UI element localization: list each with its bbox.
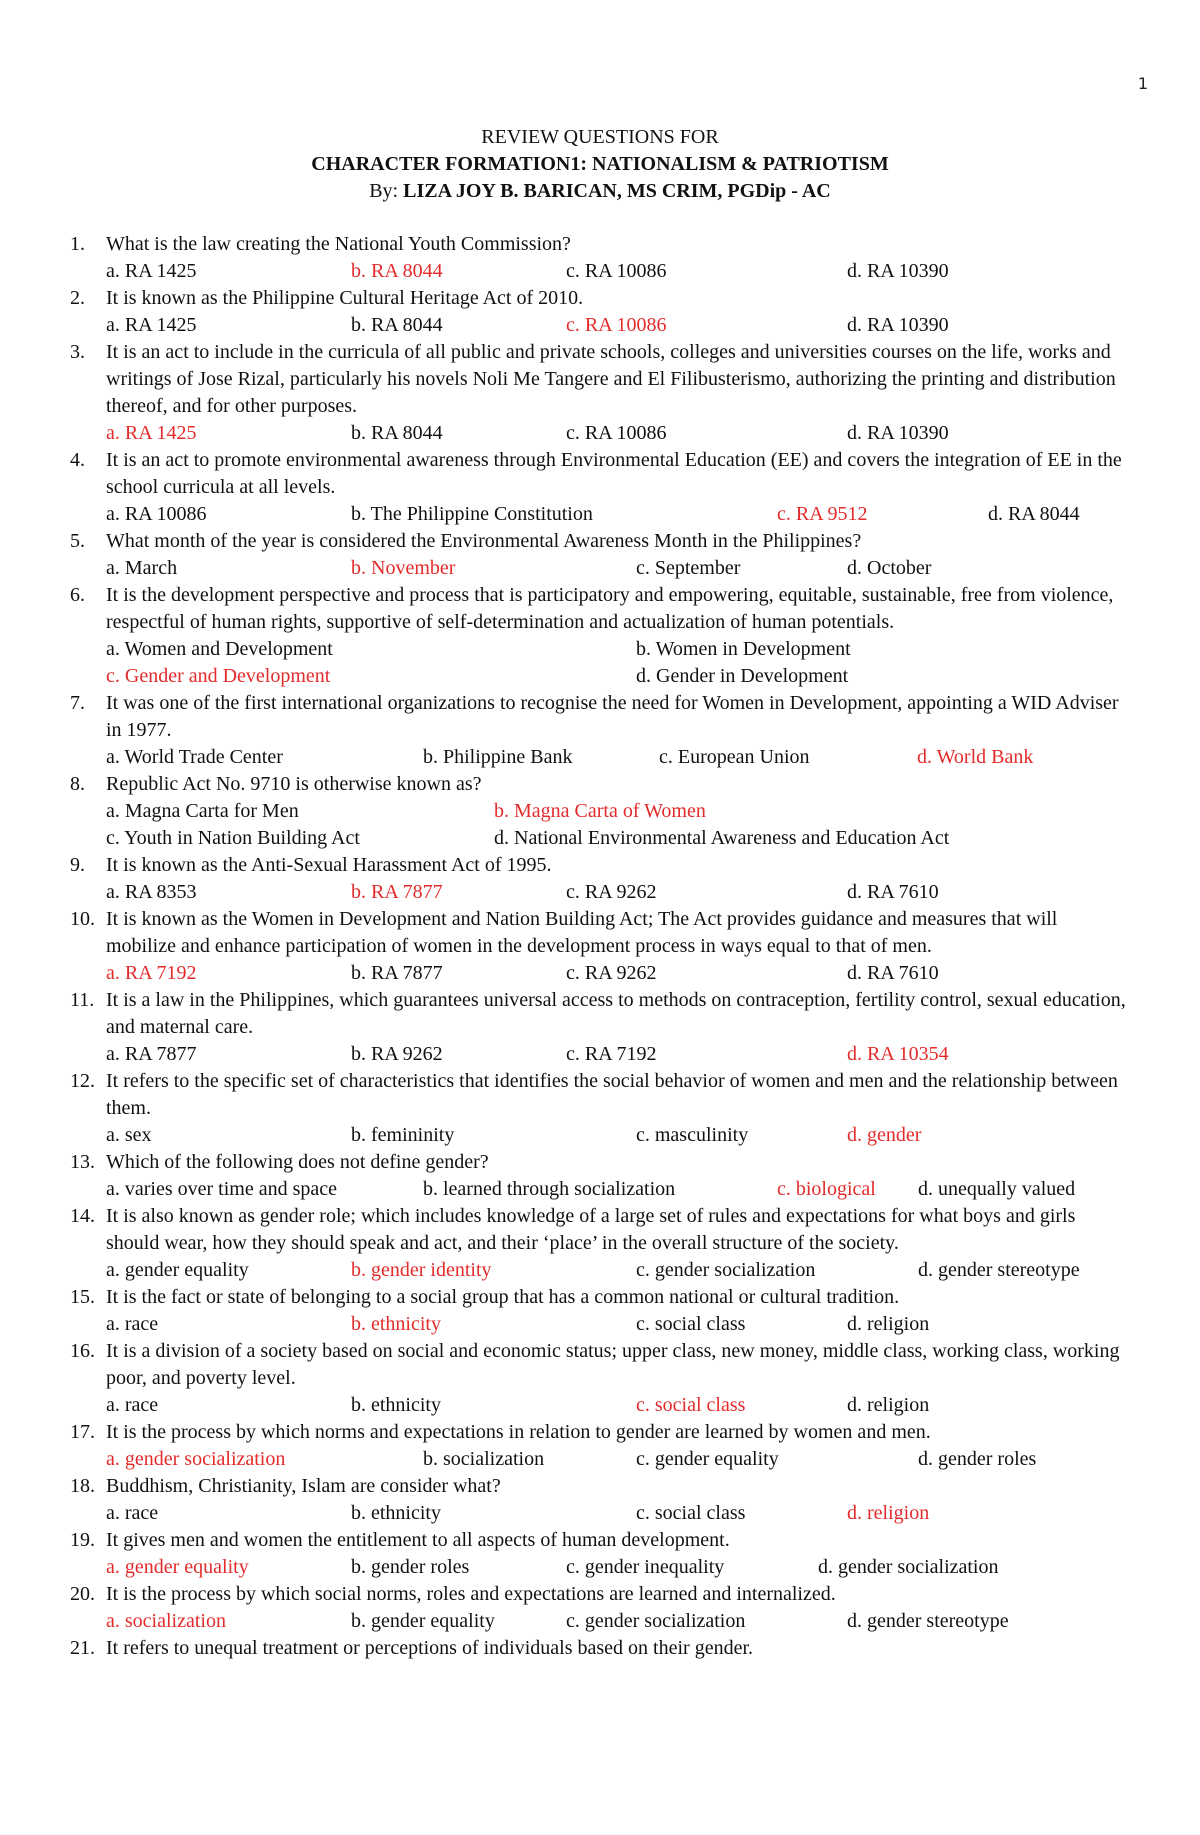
options-row [106,1122,1130,1149]
answer-option: a. Women and Development [106,638,333,660]
question-text: It is the process by which norms and expectations in relation to gender are learned by women and men. [106,1421,931,1443]
answer-option: d. RA 7610 [847,881,939,903]
options-row [106,420,1130,447]
question-item [0,906,1200,987]
answer-option-correct: d. World Bank [917,746,1034,768]
answer-option: d. gender stereotype [847,1610,1009,1632]
answer-option: c. RA 10086 [566,260,667,282]
answer-option: b. gender equality [351,1610,495,1632]
answer-option-correct: c. RA 9512 [777,503,868,525]
options-row [106,555,1130,582]
answer-option: c. RA 7192 [566,1043,657,1065]
answer-option: b. RA 9262 [351,1043,443,1065]
options-row [106,825,1130,852]
answer-option: d. Gender in Development [636,665,849,687]
question-text: What month of the year is considered the Environmental Awareness Month in the Philippines? [106,530,862,552]
question-item [0,1473,1200,1527]
answer-option: c. European Union [659,746,810,768]
options-row [106,312,1130,339]
question-text: It is known as the Philippine Cultural Heritage Act of 2010. [106,287,584,309]
answer-option: c. gender inequality [566,1556,725,1578]
question-item [0,285,1200,339]
answer-option: b. Philippine Bank [423,746,573,768]
answer-option-correct: a. socialization [106,1610,226,1632]
options-row [106,1257,1130,1284]
question-text: It is a division of a society based on social and economic status; upper class, new money, middle class, working class, working poor, and poverty level. [106,1340,1120,1389]
answer-option: d. National Environmental Awareness and Education Act [494,827,950,849]
question-number: 4. [70,449,85,471]
answer-option-correct: b. Magna Carta of Women [494,800,706,822]
options-row [106,1041,1130,1068]
options-row [106,663,1130,690]
options-row [106,1554,1130,1581]
answer-option: d. RA 10390 [847,260,949,282]
options-row [106,960,1130,987]
answer-option: c. gender socialization [636,1259,816,1281]
answer-option: c. gender equality [636,1448,779,1470]
question-text: Which of the following does not define gender? [106,1151,489,1173]
answer-option-correct: a. RA 7192 [106,962,197,984]
question-text: It is the fact or state of belonging to a social group that has a common national or cultural tradition. [106,1286,900,1308]
answer-option: a. RA 10086 [106,503,207,525]
answer-option: b. RA 8044 [351,422,443,444]
answer-option-correct: c. social class [636,1394,746,1416]
question-item [0,852,1200,906]
question-number: 10. [70,908,95,930]
options-row [106,501,1130,528]
answer-option-correct: d. gender [847,1124,922,1146]
question-number: 1. [70,233,85,255]
answer-option: d. gender roles [918,1448,1037,1470]
answer-option: a. race [106,1394,159,1416]
answer-option: c. masculinity [636,1124,749,1146]
answer-option-correct: a. RA 1425 [106,422,197,444]
options-row [106,1446,1130,1473]
question-text: Republic Act No. 9710 is otherwise known as? [106,773,482,795]
question-number: 13. [70,1151,95,1173]
answer-option: a. varies over time and space [106,1178,338,1200]
answer-option-correct: b. RA 7877 [351,881,443,903]
question-item [0,987,1200,1068]
answer-option-correct: d. RA 10354 [847,1043,949,1065]
answer-option: a. gender equality [106,1259,249,1281]
answer-option: c. September [636,557,741,579]
answer-option: a. World Trade Center [106,746,283,768]
question-item [0,690,1200,771]
question-text: Buddhism, Christianity, Islam are consider what? [106,1475,501,1497]
answer-option: b. RA 7877 [351,962,443,984]
question-item [0,1284,1200,1338]
answer-option: d. RA 10390 [847,314,949,336]
options-row [106,636,1130,663]
question-number: 17. [70,1421,95,1443]
answer-option: a. race [106,1502,159,1524]
question-number: 8. [70,773,85,795]
options-row [106,1311,1130,1338]
answer-option: a. race [106,1313,159,1335]
question-item [0,1581,1200,1635]
answer-option: b. gender roles [351,1556,470,1578]
question-item [0,528,1200,582]
by-prefix: By: [369,180,404,202]
question-text: It is known as the Women in Development and Nation Building Act; The Act provides guidance and measures that will mobilize and enhance participation of women in the development process in ways equal to that of men. [106,908,1058,957]
author-line [0,178,1200,205]
question-item [0,771,1200,852]
answer-option: d. unequally valued [918,1178,1076,1200]
answer-option: d. gender stereotype [918,1259,1080,1281]
question-text: It is the development perspective and process that is participatory and empowering, equitable, sustainable, free from violence, respectful of human rights, supportive of self-determination and actualization of human potentials. [106,584,1114,633]
question-number: 20. [70,1583,95,1605]
question-item [0,447,1200,528]
question-number: 14. [70,1205,95,1227]
answer-option: b. ethnicity [351,1394,441,1416]
page-number: 1 [1137,74,1148,93]
header-line-1: REVIEW QUESTIONS FOR [481,126,719,148]
answer-option: c. social class [636,1313,746,1335]
author-name: LIZA JOY B. BARICAN, MS CRIM, PGDip - AC [403,180,831,202]
question-text: What is the law creating the National Youth Commission? [106,233,571,255]
question-number: 12. [70,1070,95,1092]
question-item [0,1419,1200,1473]
answer-option: b. socialization [423,1448,545,1470]
document-title: CHARACTER FORMATION1: NATIONALISM & PATRIOTISM [311,153,889,175]
answer-option: a. March [106,557,178,579]
answer-option-correct: c. RA 10086 [566,314,667,336]
question-number: 19. [70,1529,95,1551]
question-text: It gives men and women the entitlement to all aspects of human development. [106,1529,730,1551]
question-text: It refers to the specific set of characteristics that identifies the social behavior of women and men and the relationship between them. [106,1070,1118,1119]
answer-option: b. femininity [351,1124,455,1146]
question-number: 2. [70,287,85,309]
answer-option: a. Magna Carta for Men [106,800,299,822]
answer-option: d. gender socialization [818,1556,999,1578]
answer-option: b. ethnicity [351,1502,441,1524]
answer-option: c. gender socialization [566,1610,746,1632]
question-number: 16. [70,1340,95,1362]
answer-option: b. The Philippine Constitution [351,503,593,525]
options-row [106,879,1130,906]
question-item [0,1527,1200,1581]
answer-option: a. RA 1425 [106,314,197,336]
answer-option: c. social class [636,1502,746,1524]
answer-option: c. RA 9262 [566,881,657,903]
question-number: 6. [70,584,85,606]
answer-option-correct: c. Gender and Development [106,665,331,687]
question-text: It is a law in the Philippines, which guarantees universal access to methods on contraception, fertility control, sexual education, and maternal care. [106,989,1126,1038]
document-header [0,124,1200,205]
answer-option-correct: b. November [351,557,456,579]
question-item [0,1635,1200,1662]
options-row [106,1500,1130,1527]
answer-option-correct: d. religion [847,1502,930,1524]
answer-option: c. RA 10086 [566,422,667,444]
answer-option: d. RA 8044 [988,503,1080,525]
question-item [0,339,1200,447]
question-item [0,1338,1200,1419]
question-number: 7. [70,692,85,714]
answer-option: d. religion [847,1313,930,1335]
question-number: 21. [70,1637,95,1659]
answer-option-correct: b. RA 8044 [351,260,443,282]
answer-option: a. RA 8353 [106,881,197,903]
answer-option: b. learned through socialization [423,1178,676,1200]
question-number: 18. [70,1475,95,1497]
options-row [106,258,1130,285]
question-number: 3. [70,341,85,363]
answer-option: a. sex [106,1124,152,1146]
answer-option-correct: a. gender socialization [106,1448,286,1470]
answer-option: c. RA 9262 [566,962,657,984]
question-text: It refers to unequal treatment or perceptions of individuals based on their gender. [106,1637,754,1659]
question-list [0,231,1200,1662]
question-text: It was one of the first international organizations to recognise the need for Women in Development, appointing a WID Adviser in 1977. [106,692,1119,741]
answer-option: b. RA 8044 [351,314,443,336]
question-number: 11. [70,989,95,1011]
question-text: It is also known as gender role; which includes knowledge of a large set of rules and expectations for what boys and girls should wear, how they should speak and act, and their ‘place’ in the overall structure of the society. [106,1205,1076,1254]
options-row [106,798,1130,825]
answer-option: d. October [847,557,932,579]
question-item [0,231,1200,285]
question-item [0,1149,1200,1203]
question-text: It is the process by which social norms, roles and expectations are learned and internalized. [106,1583,836,1605]
answer-option: d. religion [847,1394,930,1416]
answer-option: b. Women in Development [636,638,851,660]
options-row [106,1176,1130,1203]
answer-option-correct: c. biological [777,1178,876,1200]
question-item [0,1068,1200,1149]
answer-option: c. Youth in Nation Building Act [106,827,360,849]
answer-option: d. RA 10390 [847,422,949,444]
question-number: 9. [70,854,85,876]
answer-option: a. RA 7877 [106,1043,197,1065]
answer-option-correct: b. gender identity [351,1259,492,1281]
answer-option: d. RA 7610 [847,962,939,984]
options-row [106,1392,1130,1419]
question-number: 15. [70,1286,95,1308]
question-item [0,582,1200,690]
options-row [106,744,1130,771]
answer-option-correct: b. ethnicity [351,1313,441,1335]
question-item [0,1203,1200,1284]
options-row [106,1608,1130,1635]
question-text: It is an act to include in the curricula of all public and private schools, colleges and universities courses on the life, works and writings of Jose Rizal, particularly his novels Noli Me Tangere and El Filibusterismo, authorizing the printing and distribution thereof, and for other purposes. [106,341,1116,417]
answer-option-correct: a. gender equality [106,1556,249,1578]
question-text: It is known as the Anti-Sexual Harassment Act of 1995. [106,854,552,876]
question-text: It is an act to promote environmental awareness through Environmental Education (EE) and covers the integration of EE in the school curricula at all levels. [106,449,1122,498]
answer-option: a. RA 1425 [106,260,197,282]
question-number: 5. [70,530,85,552]
